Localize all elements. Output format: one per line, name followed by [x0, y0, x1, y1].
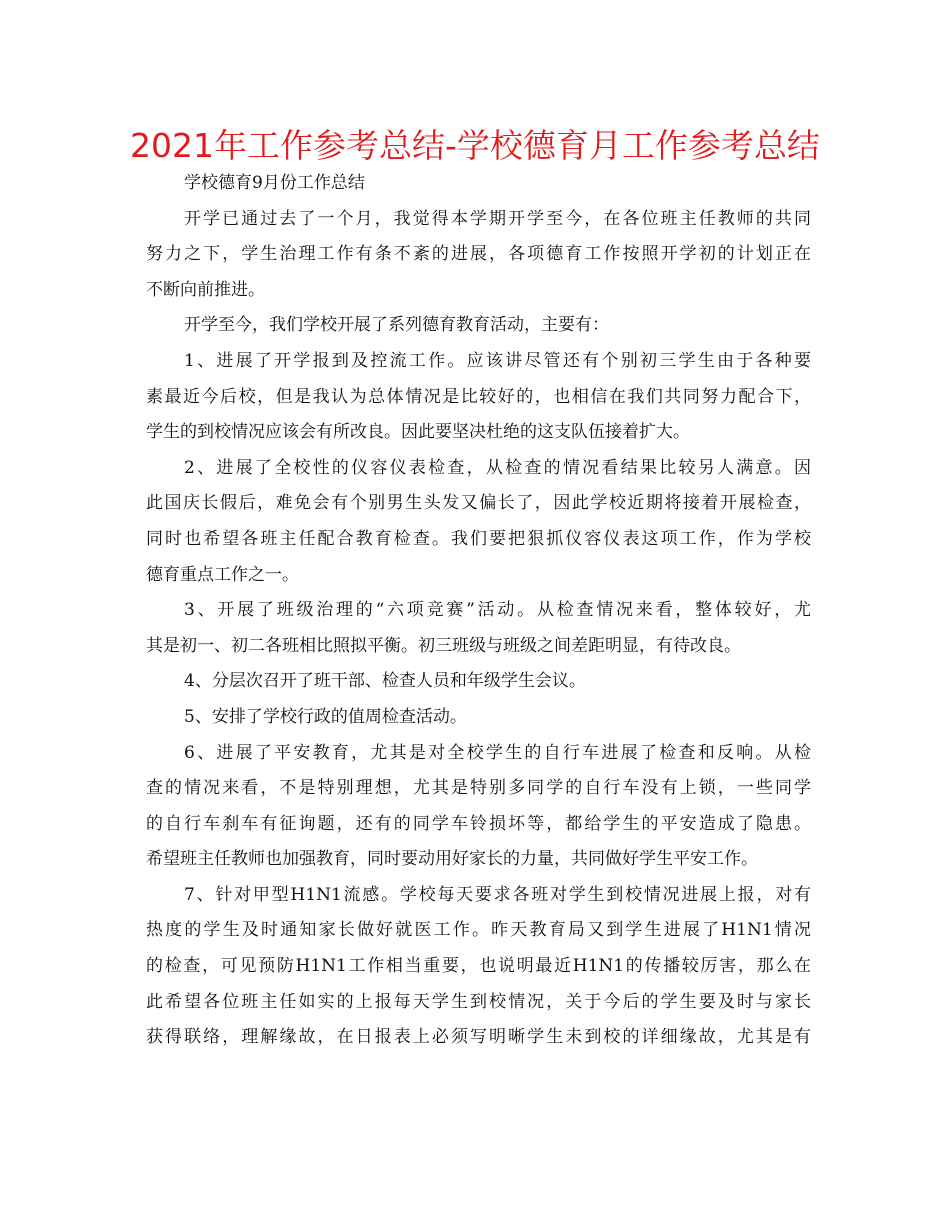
paragraph-line: 希望班主任教师也加强教育，同时要动用好家长的力量，共同做好学生平安工作。	[146, 849, 758, 870]
paragraph-line: 此希望各位班主任如实的上报每天学生到校情况，关于今后的学生要及时与家长	[146, 991, 811, 1012]
paragraph-line: 2、进展了全校性的仪容仪表检查，从检查的情况看结果比较另人满意。因	[184, 457, 811, 478]
paragraph-line: 7、针对甲型H1N1流感。学校每天要求各班对学生到校情况进展上报，对有	[184, 884, 811, 905]
document-title: 2021年工作参考总结-学校德育月工作参考总结	[130, 126, 820, 165]
paragraph-line: 德育重点工作之一。	[146, 564, 299, 585]
paragraph-line: 6、进展了平安教育，尤其是对全校学生的自行车进展了检查和反响。从检	[184, 742, 811, 763]
paragraph-line: 开学至今，我们学校开展了系列德育教育活动，主要有：	[184, 315, 609, 336]
paragraph-line: 的自行车刹车有征询题，还有的同学车铃损坏等，都给学生的平安造成了隐患。	[146, 813, 811, 834]
paragraph-line: 素最近今后校，但是我认为总体情况是比较好的，也相信在我们共同努力配合下，	[146, 386, 811, 407]
paragraph-line: 3、开展了班级治理的“六项竞赛”活动。从检查情况来看，整体较好，尤	[184, 600, 811, 621]
paragraph-line: 其是初一、初二各班相比照拟平衡。初三班级与班级之间差距明显，有待改良。	[146, 635, 741, 656]
paragraph-line: 努力之下，学生治理工作有条不紊的进展，各项德育工作按照开学初的计划正在	[146, 244, 811, 265]
document-body	[146, 166, 811, 1056]
paragraph-line: 不断向前推进。	[146, 279, 265, 300]
paragraph-line: 热度的学生及时通知家长做好就医工作。昨天教育局又到学生进展了H1N1情况	[146, 920, 811, 941]
paragraph-line: 开学已通过去了一个月，我觉得本学期开学至今，在各位班主任教师的共同	[184, 208, 811, 229]
paragraph-line: 查的情况来看，不是特别理想，尤其是特别多同学的自行车没有上锁，一些同学	[146, 778, 811, 799]
paragraph-line: 获得联络，理解缘故，在日报表上必须写明晰学生未到校的详细缘故，尤其是有	[146, 1027, 811, 1048]
paragraph-line: 同时也希望各班主任配合教育检查。我们要把狠抓仪容仪表这项工作，作为学校	[146, 528, 811, 549]
subtitle-line: 学校德育9月份工作总结	[184, 173, 365, 193]
paragraph-line: 5、安排了学校行政的值周检查活动。	[184, 706, 467, 727]
paragraph-line: 1、进展了开学报到及控流工作。应该讲尽管还有个别初三学生由于各种要	[184, 350, 811, 371]
paragraph-line: 此国庆长假后，难免会有个别男生头发又偏长了，因此学校近期将接着开展检查，	[146, 493, 811, 514]
paragraph-line: 的检查，可见预防H1N1工作相当重要，也说明最近H1N1的传播较厉害，那么在	[146, 956, 811, 977]
paragraph-line: 学生的到校情况应该会有所改良。因此要坚决杜绝的这支队伍接着扩大。	[146, 422, 690, 443]
paragraph-line: 4、分层次召开了班干部、检查人员和年级学生会议。	[184, 671, 586, 692]
